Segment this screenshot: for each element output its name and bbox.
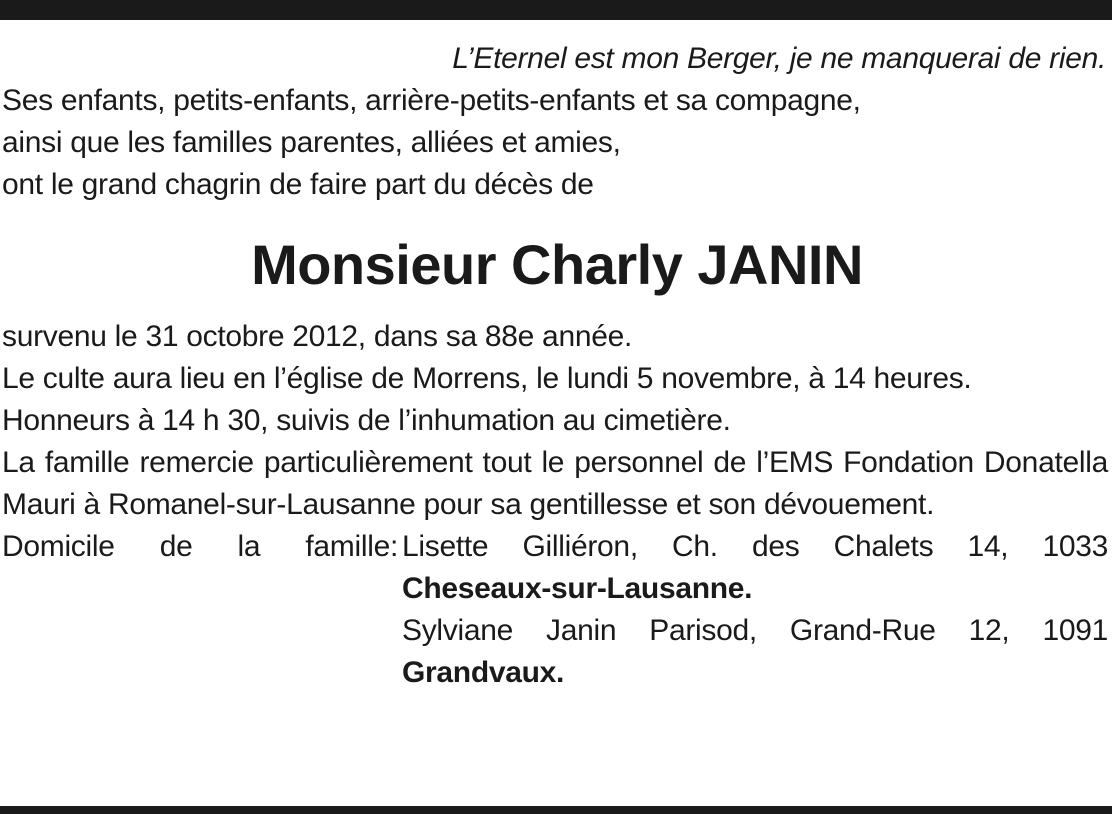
intro-line-relatives: ainsi que les familles parentes, alliées et amies,: [2, 126, 621, 159]
address-city: Grandvaux.: [402, 656, 565, 689]
domicile-label: Domicile de la famille:: [2, 530, 398, 563]
domicile-addresses: [402, 526, 1108, 694]
top-rule: [0, 0, 1112, 20]
honours-text: Honneurs à 14 h 30, suivis de l’inhumation au cimetière.: [2, 404, 731, 437]
family-domicile: [2, 526, 1108, 694]
death-date-text: survenu le 31 octobre 2012, dans sa 88e année.: [2, 320, 633, 353]
intro-line-announcement: ont le grand chagrin de faire part du décès de: [2, 168, 594, 201]
address-entry: [402, 610, 1108, 694]
address-street: Sylviane Janin Parisod, Grand-Rue 12, 1091: [402, 614, 1108, 647]
address-city: Cheseaux-sur-Lausanne.: [402, 572, 753, 605]
obituary-notice: [2, 28, 1108, 694]
address-entry: [402, 526, 1108, 610]
intro-line-family: Ses enfants, petits-enfants, arrière-petits-enfants et sa compagne,: [2, 84, 861, 117]
announcement-intro: [2, 80, 1108, 206]
thanks-text: La famille remercie particulièrement tout le personnel de l’EMS Fondation Donatella Mauri à Romanel-sur-Lausanne pour sa gentillesse et son dévouement.: [2, 446, 1108, 521]
bible-verse: L’Eternel est mon Berger, je ne manquerai de rien.: [452, 42, 1106, 75]
deceased-name: Monsieur Charly JANIN: [251, 233, 863, 296]
address-street: Lisette Gilliéron, Ch. des Chalets 14, 1033: [402, 530, 1108, 563]
bottom-rule: [0, 806, 1112, 814]
service-text: Le culte aura lieu en l’église de Morrens, le lundi 5 novembre, à 14 heures.: [2, 362, 972, 395]
